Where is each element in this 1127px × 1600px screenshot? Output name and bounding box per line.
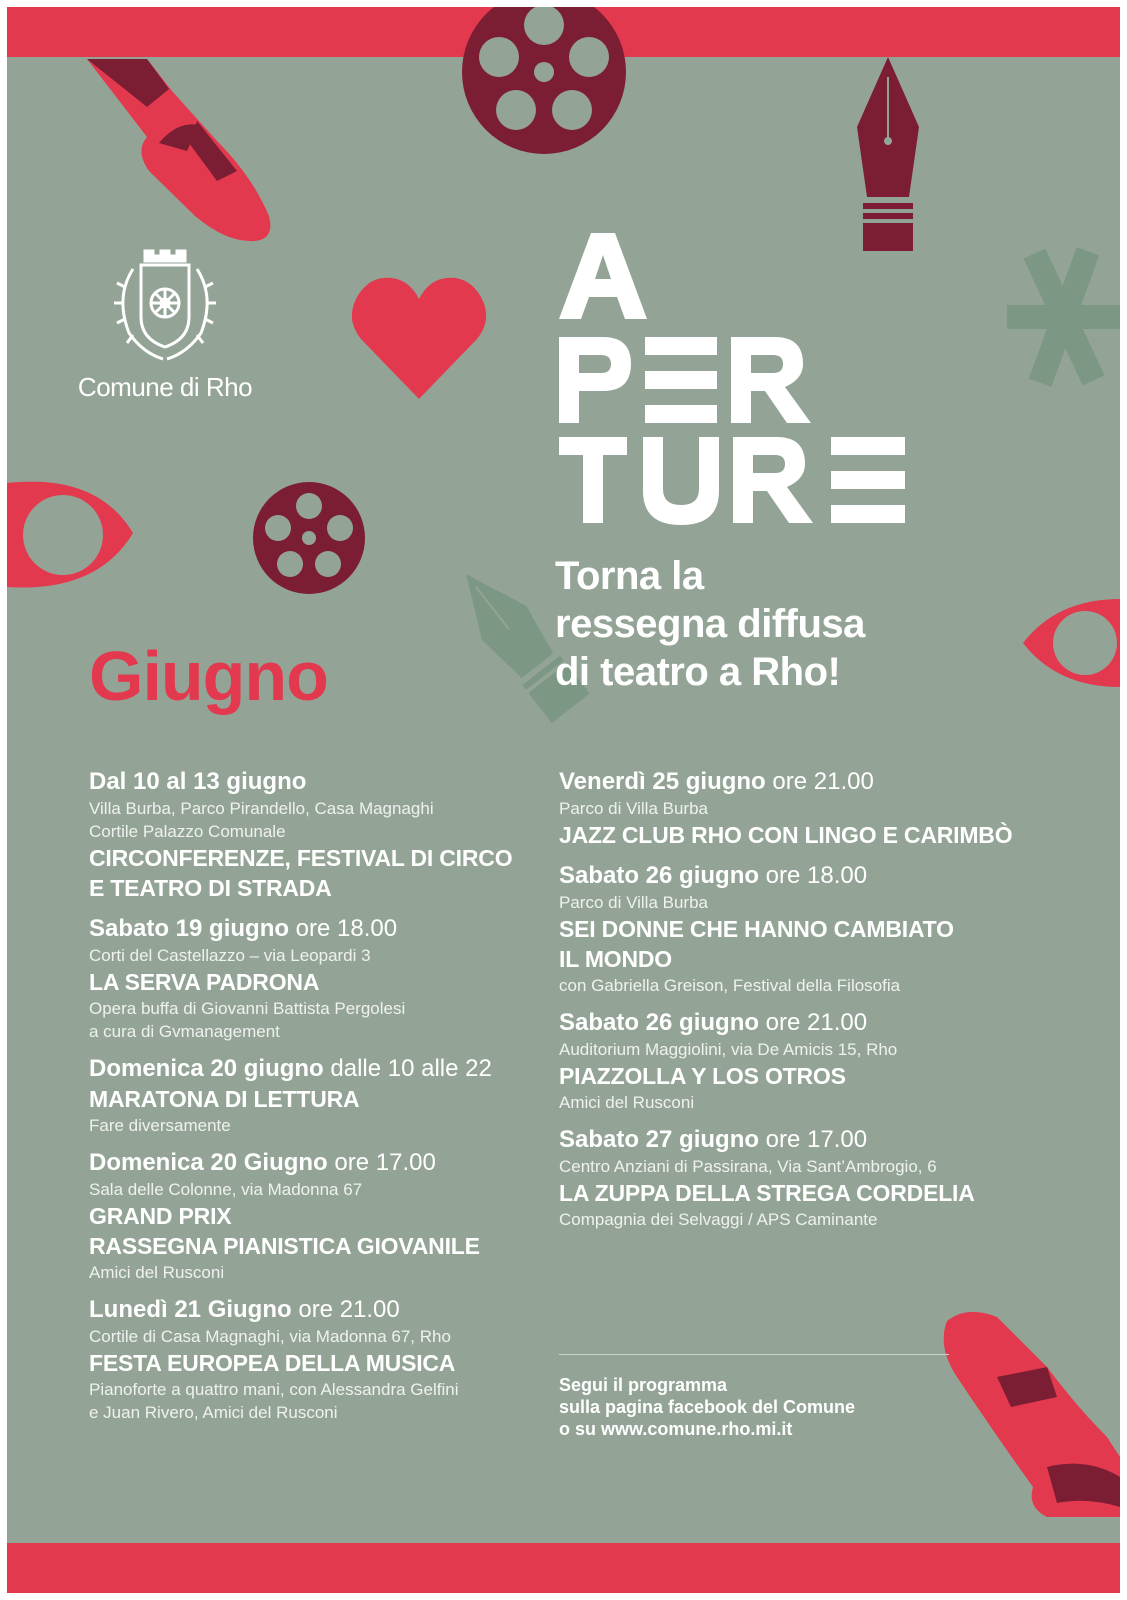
events-left-column [89, 767, 549, 1435]
event-note-line: a cura di Gvmanagement [89, 1022, 280, 1041]
website-link[interactable]: o su www.comune.rho.mi.it [559, 1419, 793, 1439]
event-title-line: MARATONA DI LETTURA [89, 1086, 360, 1112]
event-note [559, 974, 1059, 997]
event-place [89, 797, 549, 843]
event-item [89, 1148, 549, 1284]
fountain-pen-icon [853, 57, 923, 253]
event-place-line: Parco di Villa Burba [559, 799, 708, 818]
event-note-line: Pianoforte a quattro mani, con Alessandra Gelfini [89, 1380, 459, 1399]
event-datetime [89, 914, 549, 944]
tagline-line: di teatro a Rho! [555, 650, 841, 694]
event-datetime [559, 1125, 1059, 1155]
event-title-line: E TEATRO DI STRADA [89, 875, 332, 901]
event-time: ore 21.00 [291, 1296, 400, 1323]
tagline-line: ressegna diffusa [555, 602, 865, 646]
event-title-line: FESTA EUROPEA DELLA MUSICA [89, 1350, 456, 1376]
event-datetime [89, 1148, 549, 1178]
event-title [559, 1178, 1059, 1208]
event-title [559, 1061, 1059, 1091]
event-title-line: GRAND PRIX [89, 1203, 232, 1229]
event-note-line: Fare diversamente [89, 1116, 231, 1135]
event-datetime [89, 1054, 549, 1084]
event-title [89, 1348, 549, 1378]
event-note [89, 997, 549, 1043]
event-date: Sabato 27 giugno [559, 1126, 760, 1153]
event-item [559, 861, 1059, 997]
event-item [89, 914, 549, 1043]
event-time: ore 21.00 [759, 1009, 868, 1036]
event-title [559, 914, 1059, 974]
event-place-line: Cortile Palazzo Comunale [89, 822, 286, 841]
ballet-shoe-icon [77, 51, 287, 251]
event-date: Dal 10 al 13 giugno [89, 768, 307, 795]
event-place-line: Sala delle Colonne, via Madonna 67 [89, 1180, 363, 1199]
month-heading: Giugno [89, 637, 328, 715]
event-title-line: JAZZ CLUB RHO CON LINGO E CARIMBÒ [559, 822, 1013, 848]
follow-line: sulla pagina facebook del Comune [559, 1397, 856, 1417]
comune-name: Comune di Rho [77, 372, 253, 402]
poster [7, 7, 1120, 1593]
event-note [559, 1208, 1059, 1231]
event-title-line: RASSEGNA PIANISTICA GIOVANILE [89, 1233, 480, 1259]
event-place [89, 1178, 549, 1201]
event-time: ore 18.00 [759, 862, 868, 889]
event-title [559, 820, 1059, 850]
event-item [89, 1054, 549, 1137]
event-note [89, 1261, 549, 1284]
event-date: Sabato 26 giugno [559, 862, 760, 889]
events-right-column [559, 767, 1059, 1242]
coat-of-arms-icon [105, 247, 225, 365]
event-place [559, 891, 1059, 914]
event-date: Domenica 20 giugno [89, 1055, 324, 1082]
event-note-line: Amici del Rusconi [559, 1093, 695, 1112]
event-item [89, 1295, 549, 1424]
event-note [89, 1114, 549, 1137]
event-item [89, 767, 549, 903]
event-place-line: Parco di Villa Burba [559, 893, 708, 912]
event-title [89, 843, 549, 903]
tagline-line: Torna la [555, 554, 704, 598]
event-note-line: Opera buffa di Giovanni Battista Pergolesi [89, 999, 406, 1018]
event-note-line: e Juan Rivero, Amici del Rusconi [89, 1403, 338, 1422]
eye-icon [7, 477, 137, 597]
event-note-line: con Gabriella Greison, Festival della Filosofia [559, 976, 901, 995]
bottom-band [7, 1543, 1120, 1593]
event-date: Lunedì 21 Giugno [89, 1296, 292, 1323]
title-lettering [559, 227, 979, 527]
event-title [89, 1084, 549, 1114]
event-title [89, 967, 549, 997]
event-time: ore 21.00 [765, 768, 874, 795]
event-date: Sabato 26 giugno [559, 1009, 760, 1036]
event-time: dalle 10 alle 22 [323, 1055, 492, 1082]
title-aperture [559, 227, 979, 532]
eye-icon [1017, 597, 1120, 689]
event-place-line: Centro Anziani di Passirana, Via Sant’Ambrogio, 6 [559, 1157, 937, 1176]
event-place-line: Cortile di Casa Magnaghi, via Madonna 67, Rho [89, 1327, 451, 1346]
divider [559, 1354, 949, 1355]
heart-icon [351, 275, 487, 401]
event-note [559, 1091, 1059, 1114]
event-place-line: Corti del Castellazzo – via Leopardi 3 [89, 946, 371, 965]
event-item [559, 1125, 1059, 1231]
event-date: Sabato 19 giugno [89, 915, 290, 942]
event-title-line: CIRCONFERENZE, FESTIVAL DI CIRCO [89, 845, 513, 871]
event-place-line: Villa Burba, Parco Pirandello, Casa Magnaghi [89, 799, 434, 818]
event-note [89, 1378, 549, 1424]
event-datetime [89, 767, 549, 797]
event-date: Domenica 20 Giugno [89, 1149, 328, 1176]
event-datetime [89, 1295, 549, 1325]
event-note-line: Compagnia dei Selvaggi / APS Caminante [559, 1210, 878, 1229]
event-place [559, 797, 1059, 820]
film-reel-icon [459, 7, 629, 157]
comune-logo [75, 247, 255, 403]
event-time: ore 18.00 [289, 915, 398, 942]
event-date: Venerdì 25 giugno [559, 768, 766, 795]
event-title [89, 1201, 549, 1261]
event-place [89, 1325, 549, 1348]
tagline [555, 552, 975, 696]
event-place [559, 1155, 1059, 1178]
event-datetime [559, 767, 1059, 797]
film-reel-icon [251, 480, 367, 596]
event-datetime [559, 1008, 1059, 1038]
event-datetime [559, 861, 1059, 891]
follow-line: Segui il programma [559, 1375, 728, 1395]
event-note-line: Amici del Rusconi [89, 1263, 225, 1282]
event-time: ore 17.00 [327, 1149, 436, 1176]
event-item [559, 1008, 1059, 1114]
event-title-line: IL MONDO [559, 946, 672, 972]
event-place [559, 1038, 1059, 1061]
event-title-line: LA ZUPPA DELLA STREGA CORDELIA [559, 1180, 975, 1206]
event-time: ore 17.00 [759, 1126, 868, 1153]
event-title-line: LA SERVA PADRONA [89, 969, 320, 995]
event-place [89, 944, 549, 967]
event-item [559, 767, 1059, 850]
event-title-line: SEI DONNE CHE HANNO CAMBIATO [559, 916, 954, 942]
event-place-line: Auditorium Maggiolini, via De Amicis 15, Rho [559, 1040, 898, 1059]
asterisk-icon [1007, 247, 1120, 387]
event-title-line: PIAZZOLLA Y LOS OTROS [559, 1063, 846, 1089]
follow-info [559, 1374, 979, 1440]
